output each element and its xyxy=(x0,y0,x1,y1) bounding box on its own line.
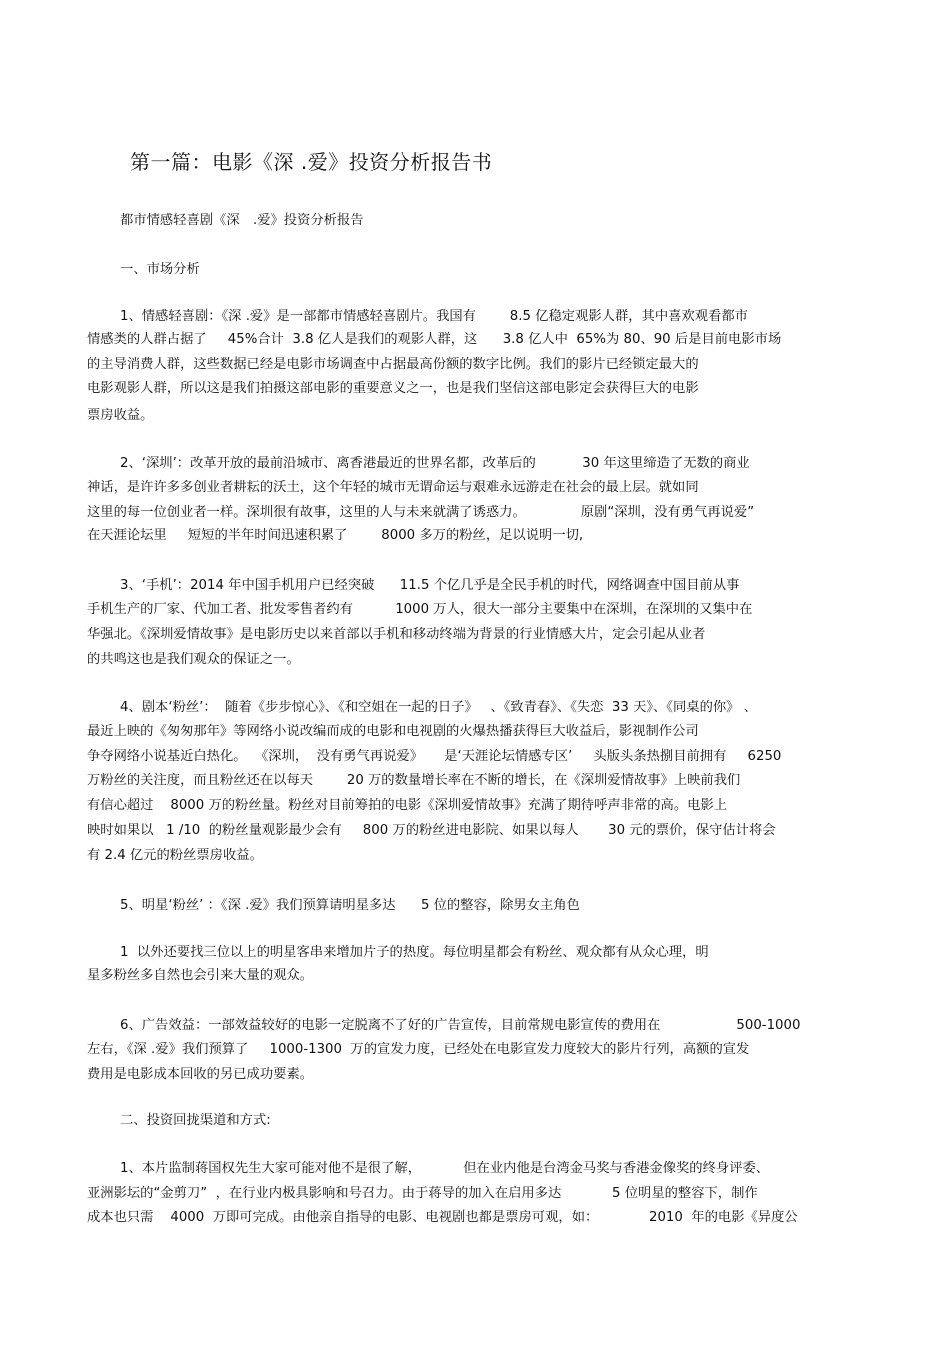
paragraph-line: 亚洲影坛的“金剪刀” ，在行业内极具影响和号召力。由于蒋导的加入在启用多达 5 位明星的整容下，制作 xyxy=(87,1186,758,1201)
document-subtitle: 都市情感轻喜剧《深 .爱》投资分析报告 xyxy=(120,213,364,228)
paragraph-line: 的主导消费人群，这些数据已经是电影市场调查中占据最高份额的数字比例。我们的影片已经锁定最大的 xyxy=(87,357,699,372)
paragraph-line: 2、‘深圳’：改革开放的最前沿城市、离香港最近的世界名都，改革后的 30 年这里缔造了无数的商业 xyxy=(120,456,750,471)
paragraph-line: 票房收益。 xyxy=(87,408,154,423)
paragraph-line: 情感类的人群占据了 45%合计 3.8 亿人是我们的观影人群，这 3.8 亿人中 65%为 80、90 后是目前电影市场 xyxy=(87,332,782,347)
paragraph-line: 左右，《深 .爱》我们预算了 1000-1300 万的宣发力度，已经处在电影宣发力度较大的影片行列，高额的宣发 xyxy=(87,1042,750,1057)
paragraph-line: 有信心超过 8000 万的粉丝量。粉丝对目前筹拍的电影《深圳爱情故事》充满了期待呼声非常的高。电影上 xyxy=(87,798,728,813)
paragraph-line: 1、本片监制蒋国权先生大家可能对他不是很了解， 但在业内他是台湾金马奖与香港金像奖的终身评委、 xyxy=(120,1161,770,1176)
section-heading-investment: 二、投资回拢渠道和方式: xyxy=(120,1113,271,1128)
paragraph-line: 华强北。《深圳爱情故事》是电影历史以来首部以手机和移动终端为背景的行业情感大片，定会引起从业者 xyxy=(87,627,706,642)
paragraph-line: 争夺网络小说基近白热化。 《深圳， 没有勇气再说爱》 是‘天涯论坛情感专区’ 头版头条热捌目前拥有 6250 xyxy=(87,749,782,764)
paragraph-line: 最近上映的《匆匆那年》等网络小说改编而成的电影和电视剧的火爆热播获得巨大收益后，影视制作公司 xyxy=(87,724,699,739)
paragraph-line: 1 以外还要找三位以上的明星客串来增加片子的热度。每位明星都会有粉丝、观众都有从众心理，明 xyxy=(120,945,709,960)
paragraph-line: 的共鸣这也是我们观众的保证之一。 xyxy=(87,652,300,667)
paragraph-line: 星多粉丝多自然也会引来大量的观众。 xyxy=(87,968,314,983)
paragraph-line: 成本也只需 4000 万即可完成。由他亲自指导的电影、电视剧也都是票房可观，如： 2010 年的电影《异度公 xyxy=(87,1210,798,1225)
paragraph-line: 有 2.4 亿元的粉丝票房收益。 xyxy=(87,848,263,863)
section-heading-market: 一、市场分析 xyxy=(120,262,200,277)
document-title: 第一篇：电影《深 .爱》投资分析报告书 xyxy=(130,150,493,174)
paragraph-line: 手机生产的厂家、代加工者、批发零售者约有 1000 万人，很大一部分主要集中在深圳，在深圳的又集中在 xyxy=(87,602,753,617)
paragraph-line: 这里的每一位创业者一样。深圳很有故事，这里的人与未来就满了诱惑力。 原剧“深圳，没有勇气再说爱” xyxy=(87,505,755,520)
paragraph-line: 4、剧本‘粉丝’： 随着《步步惊心》、《和空姐在一起的日子》 、《致青春》、《失恋 33 天》、《同桌的你》 、 xyxy=(120,700,757,715)
paragraph-line: 映时如果以 1 /10 的粉丝量观影最少会有 800 万的粉丝进电影院、如果以每人 30 元的票价，保守估计将会 xyxy=(87,823,776,838)
paragraph-line: 万粉丝的关注度，而且粉丝还在以每天 20 万的数量增长率在不断的增长，在《深圳爱情故事》上映前我们 xyxy=(87,773,741,788)
paragraph-line: 电影观影人群，所以这是我们拍摄这部电影的重要意义之一，也是我们坚信这部电影定会获得巨大的电影 xyxy=(87,381,699,396)
paragraph-line: 1、情感轻喜剧：《深 .爱》是一部都市情感轻喜剧片。我国有 8.5 亿稳定观影人群，其中喜欢观看都市 xyxy=(120,309,748,324)
paragraph-line: 6、广告效益：一部效益较好的电影一定脱离不了好的广告宣传，目前常规电影宣传的费用在 500-1000 xyxy=(120,1018,801,1033)
paragraph-line: 神话，是许许多多创业者耕耘的沃土，这个年轻的城市无谓命运与艰难永远游走在社会的最上层。就如同 xyxy=(87,480,699,495)
paragraph-line: 5、明星‘粉丝’ ：《深 .爱》我们预算请明星多达 5 位的整容，除男女主角色 xyxy=(120,898,580,913)
paragraph-line: 费用是电影成本回收的另已成功要素。 xyxy=(87,1067,314,1082)
paragraph-line: 在天涯论坛里 短短的半年时间迅速积累了 8000 多万的粉丝，足以说明一切, xyxy=(87,528,584,543)
paragraph-line: 3、‘手机’：2014 年中国手机用户已经突破 11.5 个亿几乎是全民手机的时代，网络调查中国目前从事 xyxy=(120,578,740,593)
